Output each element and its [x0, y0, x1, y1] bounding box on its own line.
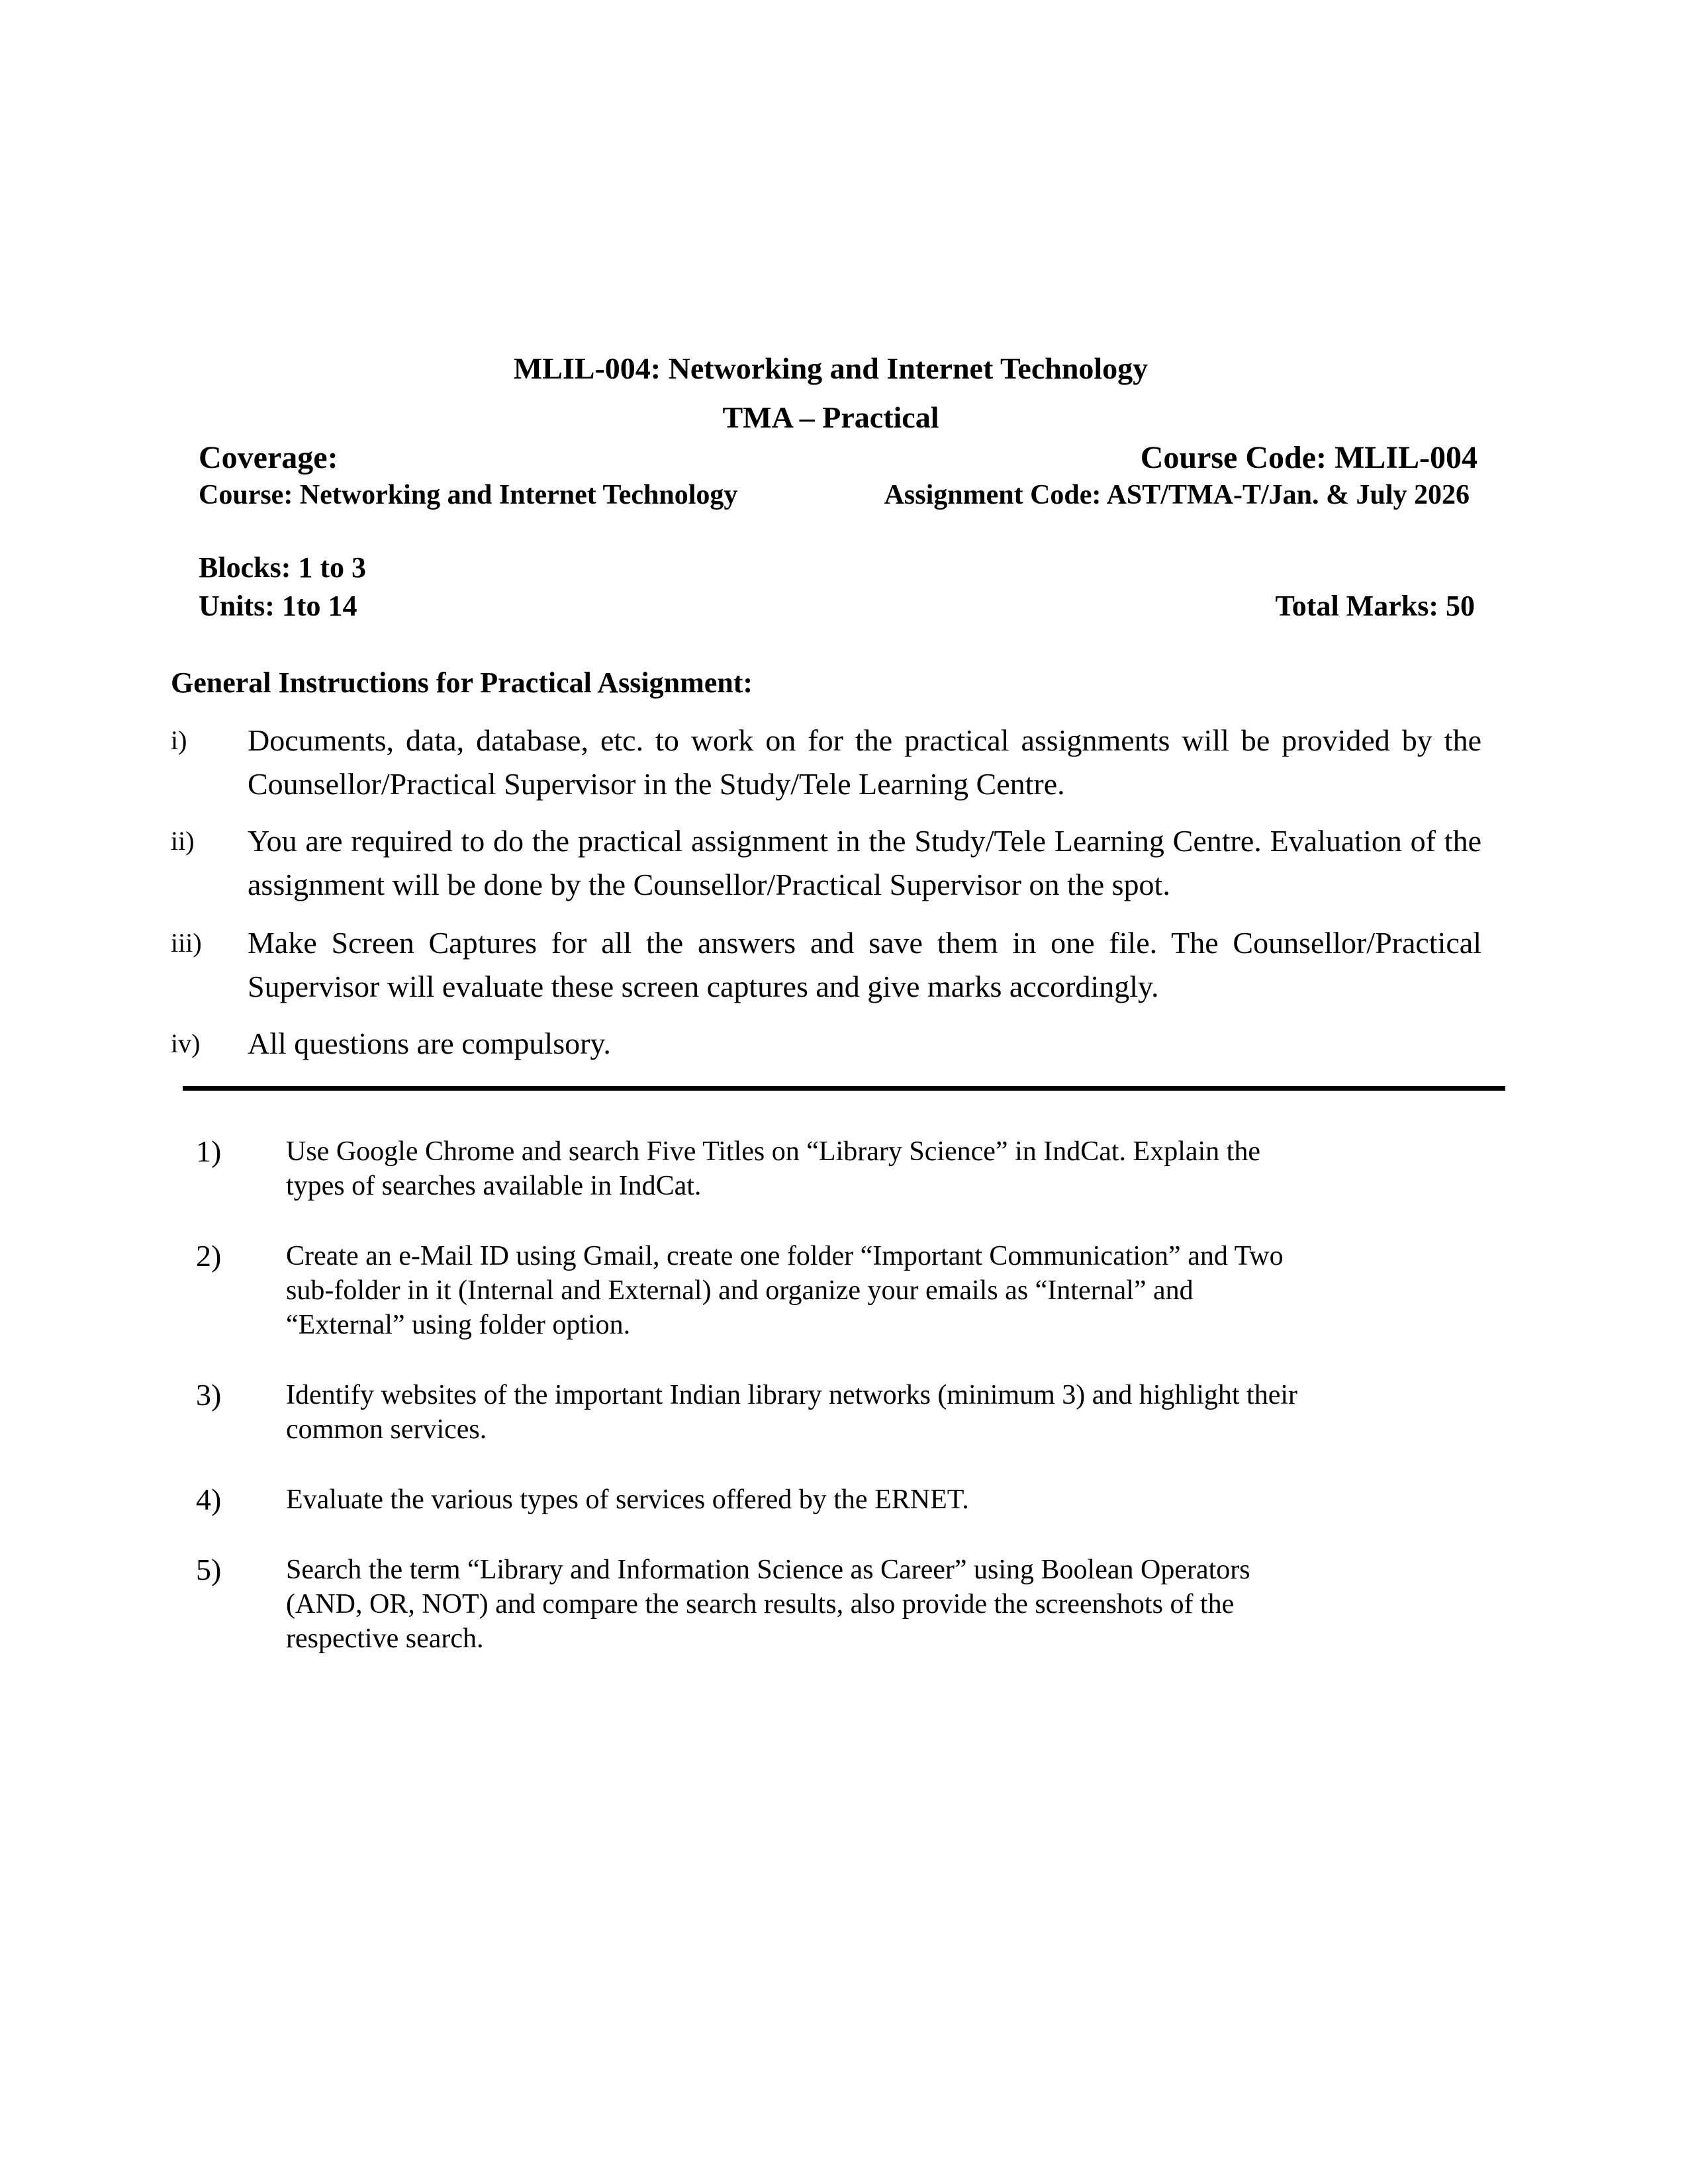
- question-item: [196, 1134, 1454, 1203]
- question-line: Create an e-Mail ID using Gmail, create one folder “Important Communication” and Two: [286, 1241, 1284, 1271]
- blocks-info: Blocks: 1 to 3: [199, 551, 366, 584]
- question-item: [196, 1378, 1454, 1447]
- instruction-number: ii): [171, 826, 195, 856]
- course-name: Course: Networking and Internet Technology: [199, 480, 738, 510]
- instruction-text: Documents, data, database, etc. to work on for the practical assignments will be provided by the Counsellor/Practical Supervisor in the Study/Tele Learning Centre.: [248, 723, 1481, 801]
- question-line: Search the term “Library and Information Science as Career” using Boolean Operators: [286, 1555, 1250, 1585]
- question-text: [286, 1553, 1451, 1656]
- section-divider: [183, 1086, 1505, 1091]
- question-text: [286, 1134, 1451, 1203]
- question-line: (AND, OR, NOT) and compare the search results, also provide the screenshots of the: [286, 1589, 1235, 1619]
- instruction-number: iii): [171, 928, 202, 958]
- instruction-text: You are required to do the practical assignment in the Study/Tele Learning Centre. Evaluation of the assignment will be done by the Counsellor/Practical Supervisor on the spot.: [248, 824, 1481, 901]
- instruction-number: i): [171, 725, 187, 755]
- question-item: [196, 1239, 1454, 1342]
- question-line: “External” using folder option.: [286, 1310, 631, 1340]
- course-code: Course Code: MLIL-004: [1140, 440, 1477, 475]
- question-text: [286, 1378, 1451, 1447]
- assignment-code: Assignment Code: AST/TMA-T/Jan. & July 2026: [884, 480, 1470, 510]
- question-text: [286, 1482, 1451, 1517]
- instruction-item: [171, 921, 1481, 1009]
- question-number: 4): [196, 1482, 222, 1516]
- question-number: 5): [196, 1553, 222, 1586]
- question-item: [196, 1482, 1454, 1517]
- coverage-label: Coverage:: [199, 440, 338, 475]
- document-title: MLIL-004: Networking and Internet Technology: [513, 351, 1149, 385]
- question-line: common services.: [286, 1414, 487, 1445]
- question-line: Identify websites of the important Indian library networks (minimum 3) and highlight their: [286, 1380, 1298, 1410]
- question-number: 1): [196, 1134, 222, 1168]
- instruction-item: [171, 819, 1481, 907]
- question-line: respective search.: [286, 1623, 484, 1654]
- question-item: [196, 1553, 1454, 1656]
- instruction-text: Make Screen Captures for all the answers and save them in one file. The Counsellor/Practical Supervisor will evaluate these screen captures and give marks accordingly.: [248, 926, 1481, 1003]
- question-number: 2): [196, 1239, 222, 1273]
- instruction-item: [171, 719, 1481, 806]
- total-marks: Total Marks: 50: [1275, 590, 1475, 622]
- document-subtitle: TMA – Practical: [722, 400, 939, 434]
- instruction-text: All questions are compulsory.: [248, 1026, 611, 1060]
- instruction-number: iv): [171, 1028, 201, 1058]
- question-line: types of searches available in IndCat.: [286, 1171, 702, 1201]
- question-line: Evaluate the various types of services offered by the ERNET.: [286, 1484, 969, 1515]
- question-text: [286, 1239, 1451, 1342]
- units-info: Units: 1to 14: [199, 590, 357, 622]
- question-line: sub-folder in it (Internal and External) and organize your emails as “Internal” and: [286, 1275, 1194, 1306]
- instruction-item: [171, 1022, 1481, 1066]
- instructions-heading: General Instructions for Practical Assignment:: [171, 666, 753, 699]
- question-number: 3): [196, 1378, 222, 1412]
- question-line: Use Google Chrome and search Five Titles on “Library Science” in IndCat. Explain the: [286, 1136, 1260, 1167]
